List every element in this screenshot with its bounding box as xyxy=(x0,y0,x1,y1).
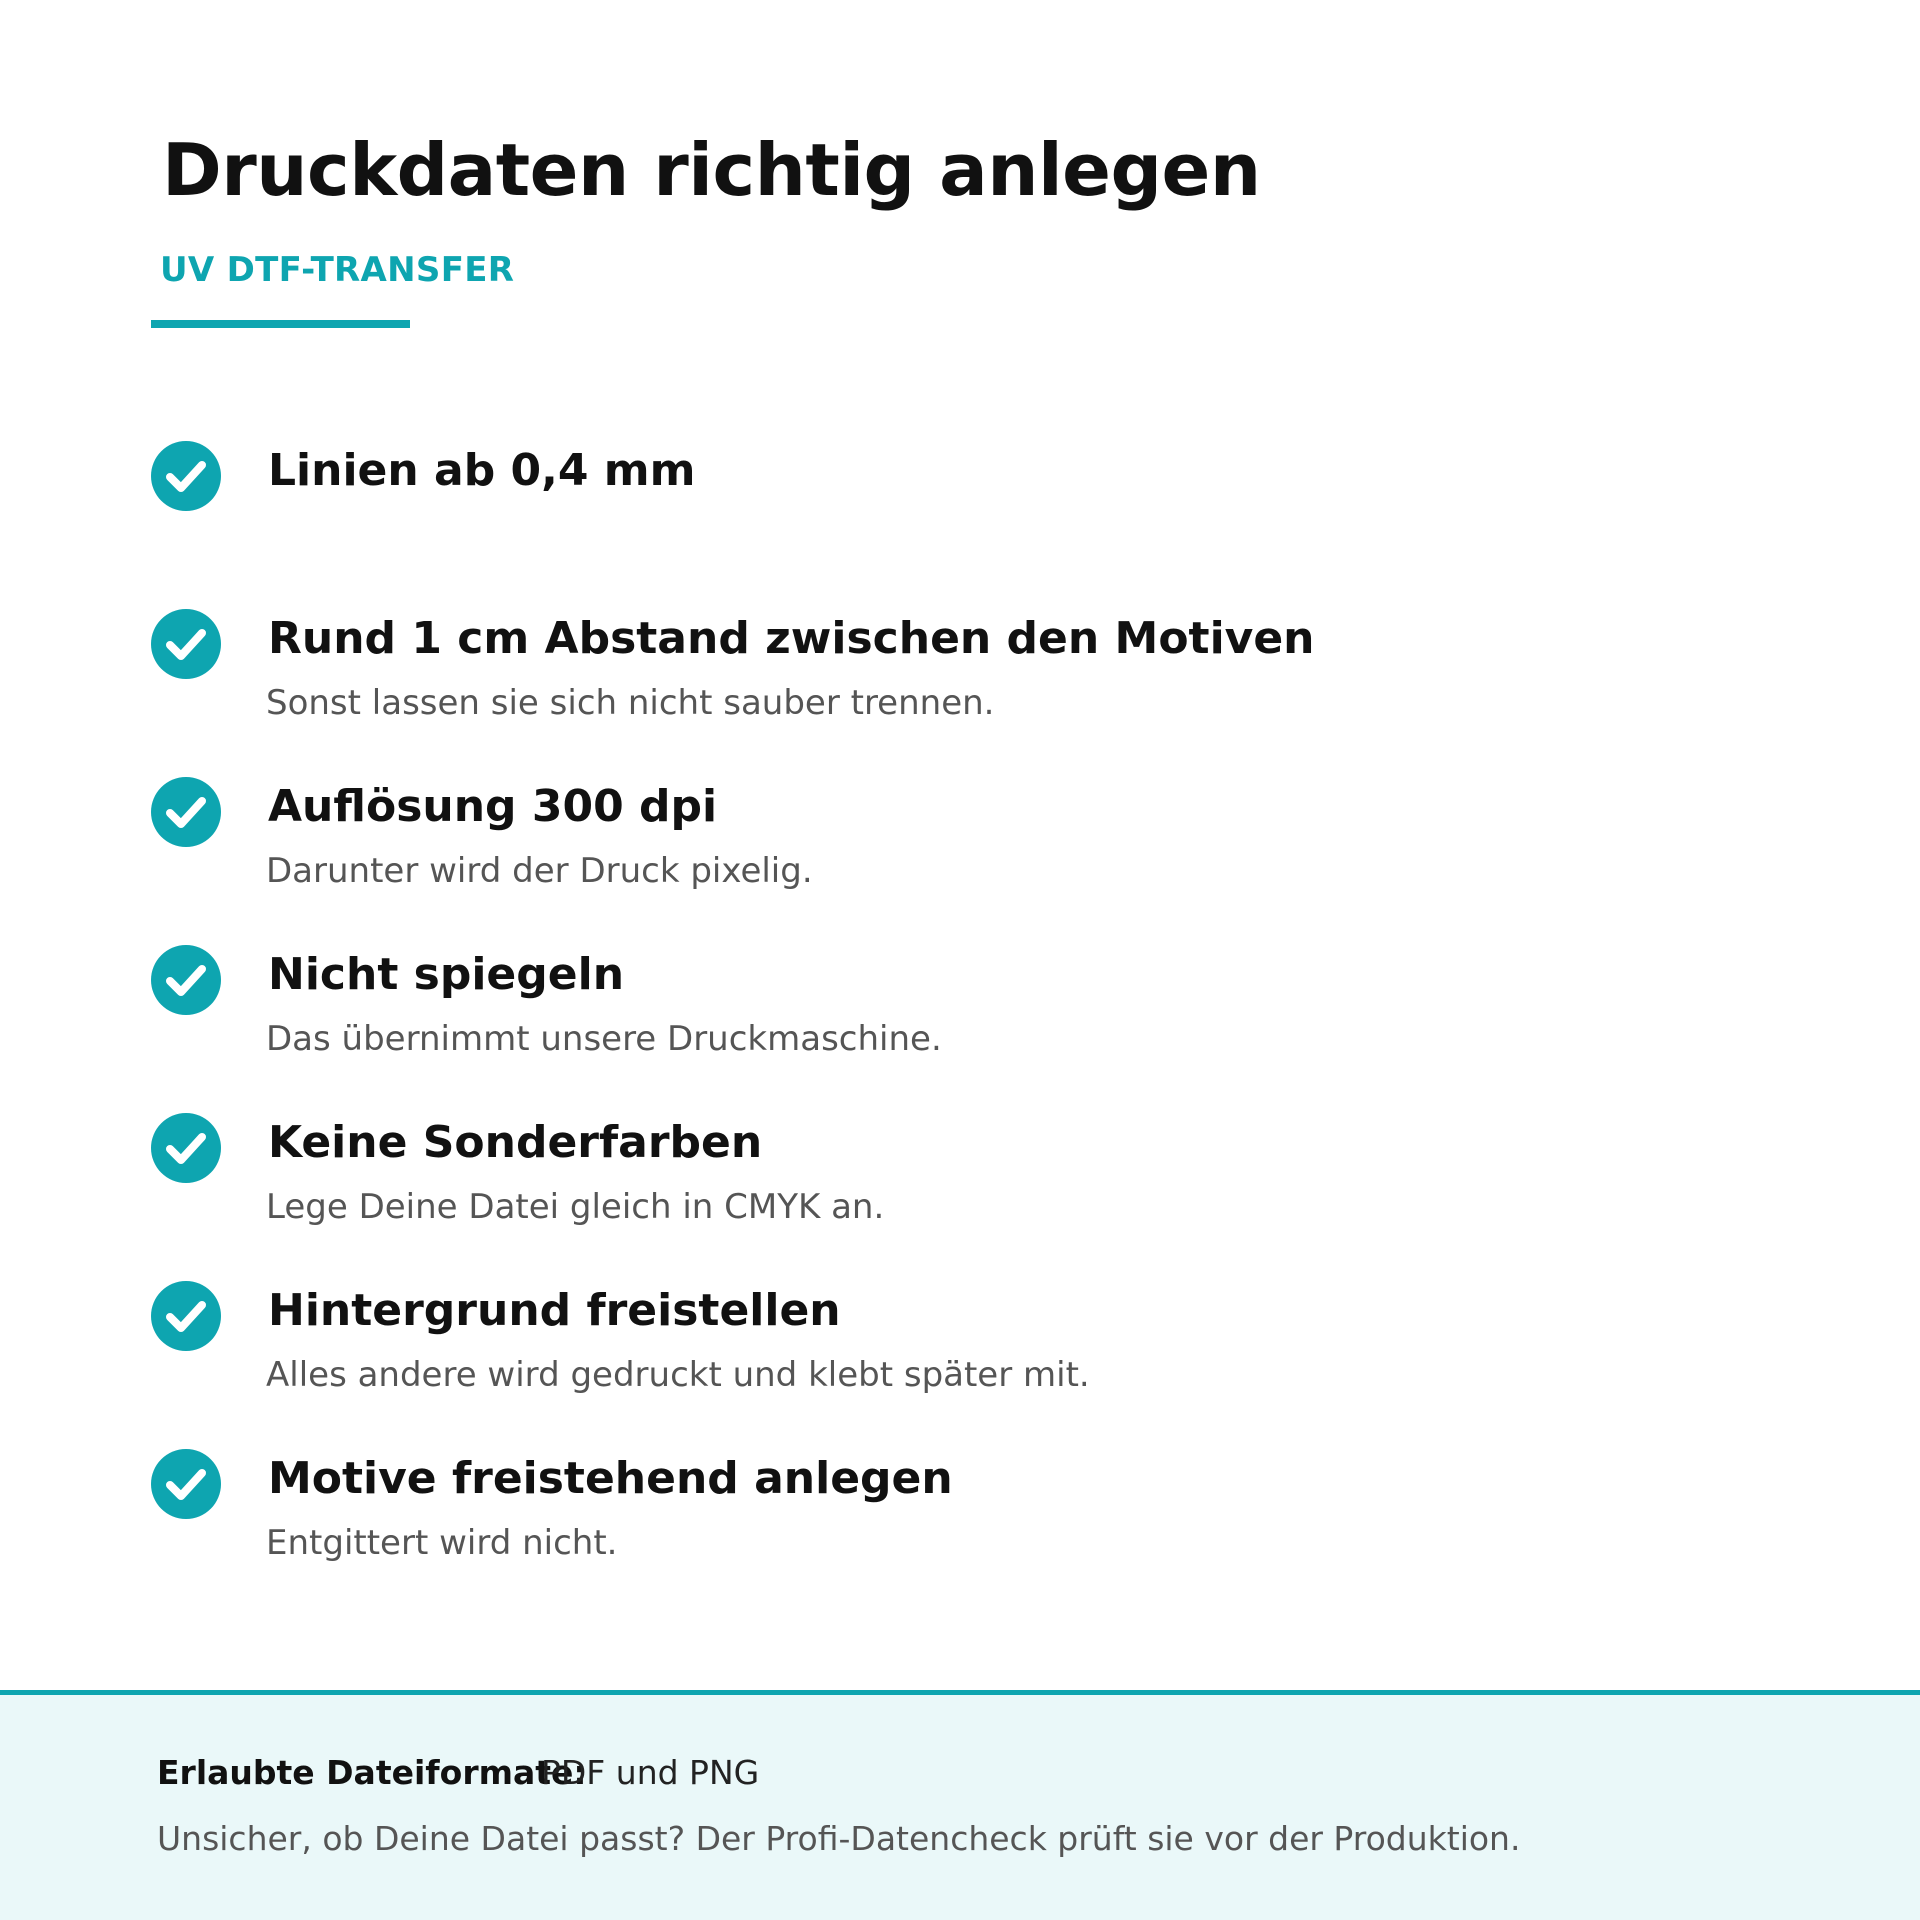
file-formats-value: PDF und PNG xyxy=(541,1753,760,1792)
check-circle-icon xyxy=(151,441,221,511)
check-circle-icon xyxy=(151,1449,221,1519)
rule-description: Entgittert wird nicht. xyxy=(266,1523,618,1563)
page-title: Druckdaten richtig anlegen xyxy=(162,128,1261,212)
rule-item-background-removal xyxy=(0,1281,1920,1431)
file-formats-label: Erlaubte Dateiformate: xyxy=(157,1753,587,1792)
check-circle-icon xyxy=(151,1281,221,1351)
rule-item-resolution xyxy=(0,777,1920,927)
rule-item-freestanding-motifs xyxy=(0,1449,1920,1599)
rule-description: Sonst lassen sie sich nicht sauber trennen. xyxy=(266,683,995,723)
subtitle-underline xyxy=(151,320,410,328)
rule-title: Nicht spiegeln xyxy=(268,949,625,1000)
page-subtitle: UV DTF-TRANSFER xyxy=(160,250,515,290)
rule-title: Linien ab 0,4 mm xyxy=(268,445,696,496)
rule-title: Motive freistehend anlegen xyxy=(268,1453,953,1504)
rule-item-spacing xyxy=(0,609,1920,759)
rule-item-no-mirroring xyxy=(0,945,1920,1095)
check-circle-icon xyxy=(151,945,221,1015)
check-circle-icon xyxy=(151,777,221,847)
datacheck-note: Unsicher, ob Deine Datei passt? Der Profi-Datencheck prüft sie vor der Produktion. xyxy=(157,1819,1521,1858)
rule-title: Auflösung 300 dpi xyxy=(268,781,718,832)
rule-title: Hintergrund freistellen xyxy=(268,1285,841,1336)
rule-title: Rund 1 cm Abstand zwischen den Motiven xyxy=(268,613,1315,664)
rule-description: Lege Deine Datei gleich in CMYK an. xyxy=(266,1187,885,1227)
rule-item-no-spot-colors xyxy=(0,1113,1920,1263)
rule-description: Alles andere wird gedruckt und klebt später mit. xyxy=(266,1355,1090,1395)
rule-title: Keine Sonderfarben xyxy=(268,1117,763,1168)
check-circle-icon xyxy=(151,1113,221,1183)
rule-description: Das übernimmt unsere Druckmaschine. xyxy=(266,1019,942,1059)
rule-description: Darunter wird der Druck pixelig. xyxy=(266,851,813,891)
check-circle-icon xyxy=(151,609,221,679)
rule-item-line-width xyxy=(0,441,1920,591)
footer-info-box xyxy=(0,1690,1920,1920)
